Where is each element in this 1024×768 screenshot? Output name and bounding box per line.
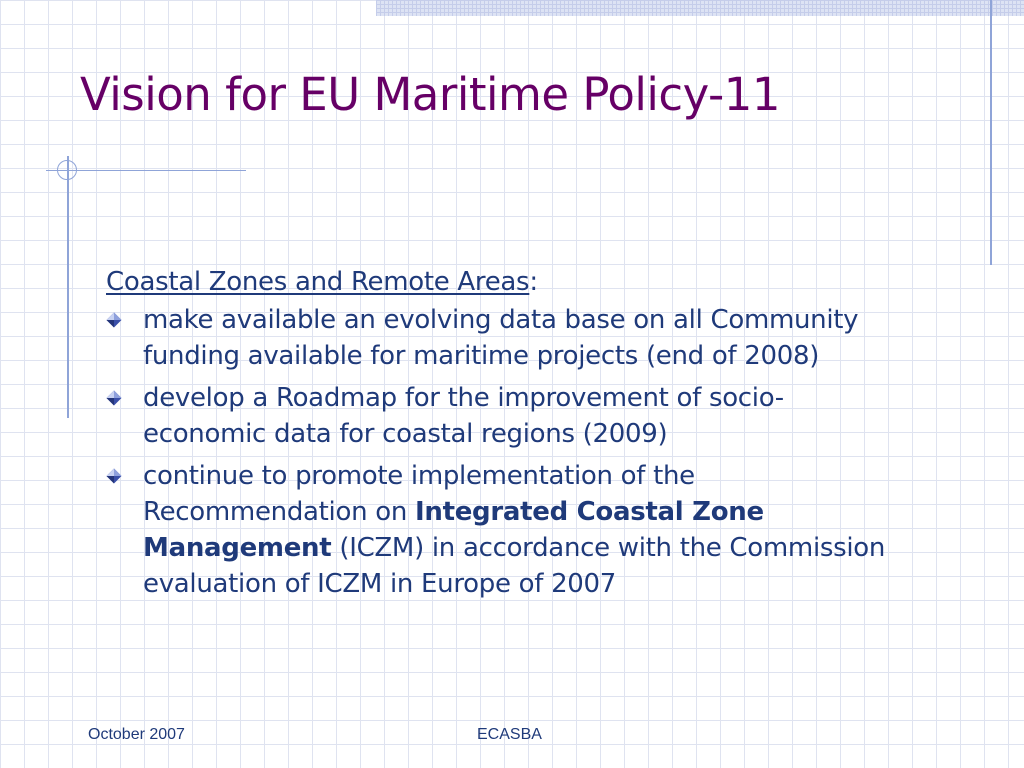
- slide-body: [106, 264, 906, 608]
- bullet-item-data-base: [106, 302, 906, 374]
- footer-date: October 2007: [88, 726, 185, 743]
- decorative-top-band: [376, 0, 1024, 16]
- footer-organization: ECASBA: [477, 726, 542, 743]
- section-heading-text: Coastal Zones and Remote Areas: [106, 267, 530, 297]
- bullet-item-roadmap: [106, 380, 906, 452]
- diamond-bullet-icon: [106, 468, 122, 484]
- slide-title: Vision for EU Maritime Policy-11: [80, 68, 780, 121]
- diamond-bullet-icon: [106, 390, 122, 406]
- decorative-left-line: [67, 156, 69, 418]
- decorative-right-line: [990, 0, 992, 265]
- bullet-list: [106, 302, 906, 602]
- bullet-text-after: (ICZM) in accordance with the Commission evaluation of ICZM in Europe of 2007: [143, 533, 886, 599]
- diamond-bullet-icon: [106, 312, 122, 328]
- decorative-crosshair-icon: [57, 160, 77, 180]
- section-heading-suffix: :: [529, 267, 538, 297]
- bullet-item-iczm: [106, 458, 906, 602]
- bullet-text: develop a Roadmap for the improvement of socio-economic data for coastal regions (2009): [143, 383, 784, 449]
- bullet-text: make available an evolving data base on all Community funding available for maritime projects (end of 2008): [143, 305, 859, 371]
- section-heading: [106, 264, 906, 300]
- bullet-text-before: continue to promote implementation of the Recommendation on: [143, 461, 695, 527]
- bullet-text-bold: Integrated Coastal Zone Management: [143, 497, 764, 563]
